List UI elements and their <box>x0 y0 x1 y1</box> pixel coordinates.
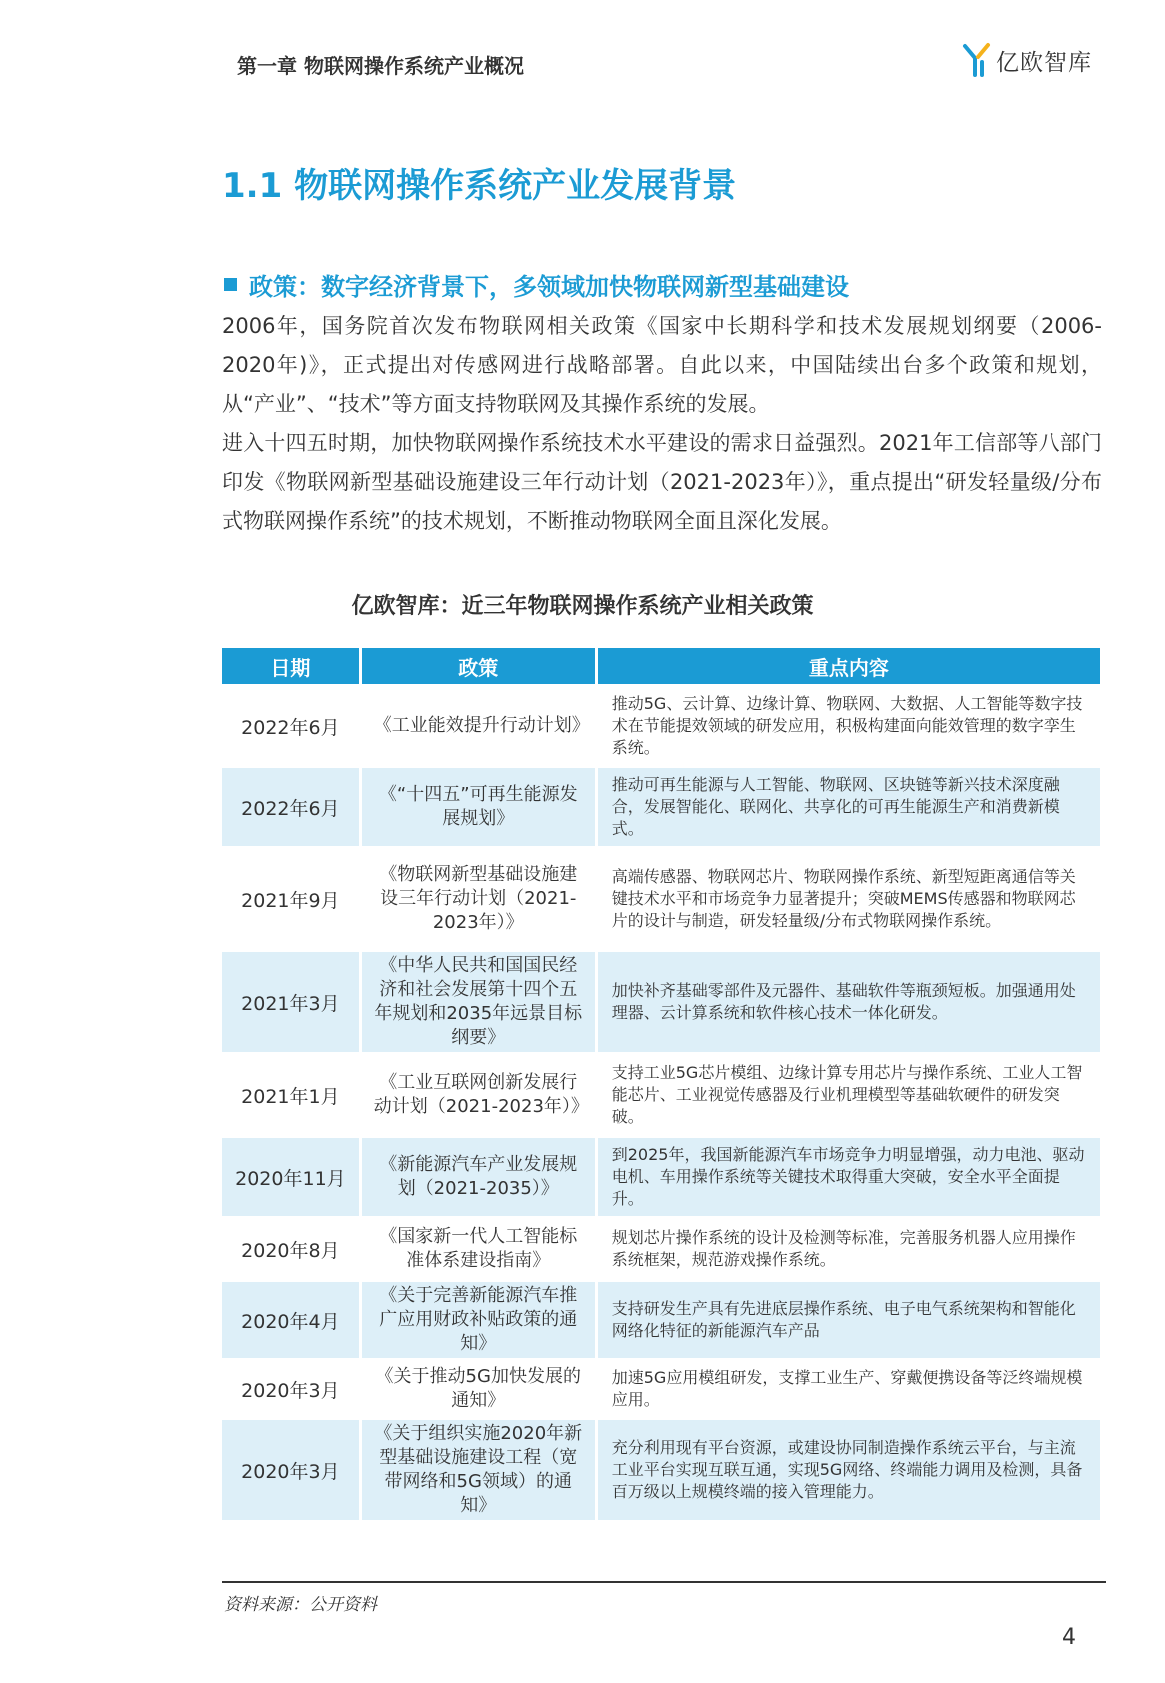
cell-policy: 《关于推动5G加快发展的通知》 <box>362 1361 595 1417</box>
chapter-header: 第一章 物联网操作系统产业概况 <box>237 54 524 78</box>
cell-date: 2021年3月 <box>222 952 359 1052</box>
cell-date: 2020年4月 <box>222 1282 359 1358</box>
table-row <box>222 849 1100 949</box>
cell-date: 2022年6月 <box>222 768 359 846</box>
cell-policy: 《关于组织实施2020年新型基础设施建设工程（宽带网络和5G领域）的通知》 <box>362 1420 595 1520</box>
subsection-title: 政策：数字经济背景下，多领域加快物联网新型基础建设 <box>249 273 849 301</box>
cell-date: 2022年6月 <box>222 687 359 765</box>
table-row <box>222 1361 1100 1417</box>
cell-content: 推动5G、云计算、边缘计算、物联网、大数据、人工智能等数字技术在节能提效领域的研发应用，积极构建面向能效管理的数字孪生系统。 <box>598 687 1100 765</box>
table-row <box>222 687 1100 765</box>
table-row <box>222 768 1100 846</box>
cell-content: 充分利用现有平台资源，或建设协同制造操作系统云平台，与主流工业平台实现互联互通，实现5G网络、终端能力调用及检测，具备百万级以上规模终端的接入管理能力。 <box>598 1420 1100 1520</box>
table-row <box>222 1219 1100 1279</box>
cell-date: 2020年8月 <box>222 1219 359 1279</box>
cell-content: 支持工业5G芯片模组、边缘计算专用芯片与操作系统、工业人工智能芯片、工业视觉传感器及行业机理模型等基础软硬件的研发突破。 <box>598 1055 1100 1135</box>
table-row <box>222 1055 1100 1135</box>
paragraph: 2006年，国务院首次发布物联网相关政策《国家中长期科学和技术发展规划纲要（2006-2020年)》，正式提出对传感网进行战略部署。自此以来，中国陆续出台多个政策和规划，从“产业”、“技术”等方面支持物联网及其操作系统的发展。 <box>222 314 1102 416</box>
square-bullet-icon <box>224 278 237 291</box>
column-header-date: 日期 <box>222 648 359 684</box>
subsection-heading <box>224 267 849 302</box>
cell-policy: 《工业互联网创新发展行动计划（2021-2023年）》 <box>362 1055 595 1135</box>
table-row <box>222 952 1100 1052</box>
section-title: 1.1 物联网操作系统产业发展背景 <box>222 166 737 206</box>
cell-content: 加快补齐基础零部件及元器件、基础软件等瓶颈短板。加强通用处理器、云计算系统和软件核心技术一体化研发。 <box>598 952 1100 1052</box>
table-row <box>222 1138 1100 1216</box>
cell-policy: 《新能源汽车产业发展规划（2021-2035）》 <box>362 1138 595 1216</box>
brand-logo <box>962 42 1092 78</box>
table-row <box>222 1282 1100 1358</box>
cell-policy: 《中华人民共和国国民经济和社会发展第十四个五年规划和2035年远景目标纲要》 <box>362 952 595 1052</box>
logo-text: 亿欧智库 <box>996 49 1092 76</box>
cell-policy: 《“十四五”可再生能源发展规划》 <box>362 768 595 846</box>
cell-policy: 《物联网新型基础设施建设三年行动计划（2021-2023年）》 <box>362 849 595 949</box>
yiou-logo-icon <box>962 42 992 78</box>
table-title: 亿欧智库：近三年物联网操作系统产业相关政策 <box>351 594 814 619</box>
cell-date: 2021年1月 <box>222 1055 359 1135</box>
column-header-policy: 政策 <box>362 648 595 684</box>
cell-content: 加速5G应用模组研发，支撑工业生产、穿戴便携设备等泛终端规模应用。 <box>598 1361 1100 1417</box>
table-header-row <box>222 648 1100 684</box>
column-header-content: 重点内容 <box>598 648 1100 684</box>
cell-policy: 《国家新一代人工智能标准体系建设指南》 <box>362 1219 595 1279</box>
body-text <box>222 307 1102 541</box>
page-number: 4 <box>1062 1625 1076 1650</box>
table-row <box>222 1420 1100 1520</box>
cell-date: 2021年9月 <box>222 849 359 949</box>
cell-date: 2020年3月 <box>222 1420 359 1520</box>
source-note: 资料来源：公开资料 <box>224 1595 377 1615</box>
policy-table <box>219 645 1103 1523</box>
table-bottom-rule <box>222 1581 1106 1583</box>
cell-date: 2020年11月 <box>222 1138 359 1216</box>
cell-content: 推动可再生能源与人工智能、物联网、区块链等新兴技术深度融合，发展智能化、联网化、共享化的可再生能源生产和消费新模式。 <box>598 768 1100 846</box>
cell-content: 支持研发生产具有先进底层操作系统、电子电气系统架构和智能化网络化特征的新能源汽车产品 <box>598 1282 1100 1358</box>
cell-policy: 《工业能效提升行动计划》 <box>362 687 595 765</box>
cell-policy: 《关于完善新能源汽车推广应用财政补贴政策的通知》 <box>362 1282 595 1358</box>
cell-content: 高端传感器、物联网芯片、物联网操作系统、新型短距离通信等关键技术水平和市场竞争力显著提升；突破MEMS传感器和物联网芯片的设计与制造，研发轻量级/分布式物联网操作系统。 <box>598 849 1100 949</box>
cell-content: 到2025年，我国新能源汽车市场竞争力明显增强，动力电池、驱动电机、车用操作系统等关键技术取得重大突破，安全水平全面提升。 <box>598 1138 1100 1216</box>
cell-content: 规划芯片操作系统的设计及检测等标准，完善服务机器人应用操作系统框架，规范游戏操作系统。 <box>598 1219 1100 1279</box>
cell-date: 2020年3月 <box>222 1361 359 1417</box>
paragraph: 进入十四五时期，加快物联网操作系统技术水平建设的需求日益强烈。2021年工信部等八部门印发《物联网新型基础设施建设三年行动计划（2021-2023年）》，重点提出“研发轻量级/分布式物联网操作系统”的技术规划，不断推动物联网全面且深化发展。 <box>222 431 1102 533</box>
